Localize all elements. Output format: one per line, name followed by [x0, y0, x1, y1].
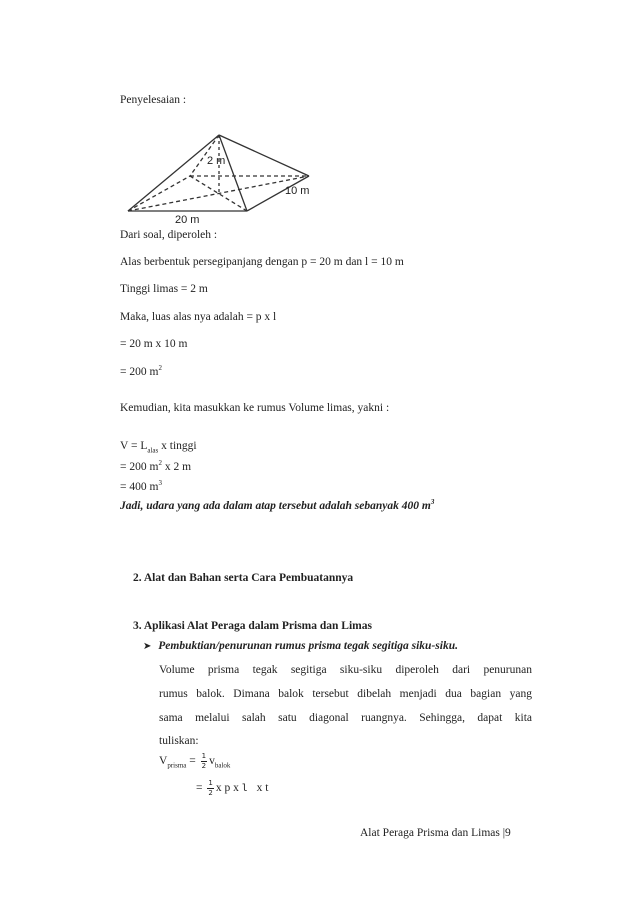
step2-value: = 400 m	[120, 480, 159, 493]
paragraph-line-2: rumus balok. Dimana balok tersebut dibelah menjadi dua bagian yang	[159, 688, 532, 700]
balok-subscript: balok	[214, 761, 231, 770]
step2-exponent: 3	[158, 479, 162, 487]
equals-sign: =	[186, 755, 199, 768]
conclusion	[120, 498, 434, 512]
paragraph-line-1: Volume prisma tegak segitiga siku-siku diperoleh dari penurunan	[159, 664, 532, 676]
area-value: = 200 m	[120, 365, 159, 378]
fraction-denominator-2: 2	[208, 789, 213, 797]
half-fraction	[201, 752, 207, 771]
solution-line-2: Alas berbentuk persegipanjang dengan p = 20 m dan l = 10 m	[120, 256, 404, 268]
bullet-title: Pembuktian/penurunan rumus prisma tegak segitiga siku-siku.	[158, 640, 458, 652]
volume-formula	[120, 440, 197, 454]
bullet-item	[143, 640, 458, 652]
l-symbol: l	[241, 783, 248, 795]
solution-heading: Penyelesaian :	[120, 94, 187, 106]
arrow-bullet-icon: ➤	[143, 641, 152, 652]
volume-formula-end: x tinggi	[158, 440, 197, 452]
paragraph-line-3: sama melalui salah satu diagonal ruangnya. Sehingga, dapat kita	[159, 712, 532, 724]
step1-exponent: 2	[158, 459, 162, 467]
prisma-subscript: prisma	[167, 761, 187, 770]
volume-step-1	[120, 459, 191, 473]
section-2-heading: 2. Alat dan Bahan serta Cara Pembuatannya	[133, 572, 354, 584]
fraction-numerator: 1	[201, 752, 207, 760]
page-footer: Alat Peraga Prisma dan Limas |9	[360, 827, 511, 839]
step1-rest: x 2 m	[161, 460, 192, 473]
section-3-heading: 3. Aplikasi Alat Peraga dalam Prisma dan Limas	[133, 620, 372, 632]
v-prisma-symbol: V	[159, 755, 168, 768]
solution-line-3: Tinggi limas = 2 m	[120, 283, 208, 295]
equation-line-1	[159, 752, 230, 771]
t-term: x t	[256, 782, 269, 795]
half-fraction-2	[207, 779, 213, 798]
equation-terms: x p x	[215, 782, 239, 795]
area-exponent: 2	[158, 364, 162, 372]
conclusion-text: Jadi, udara yang ada dalam atap tersebut adalah sebanyak 400 m	[120, 499, 431, 512]
solution-line-5: = 20 m x 10 m	[120, 338, 188, 350]
volume-step-2	[120, 479, 162, 493]
volume-formula-start: V = L	[120, 440, 148, 452]
pyramid-figure	[120, 128, 320, 224]
equals-sign-2: =	[196, 782, 203, 795]
v-balok-symbol: v	[209, 755, 215, 768]
solution-line-6	[120, 364, 162, 378]
step1-value: = 200 m	[120, 460, 159, 473]
solution-line-7: Kemudian, kita masukkan ke rumus Volume limas, yakni :	[120, 402, 390, 414]
width-label: 10 m	[285, 185, 310, 197]
solution-line-4: Maka, luas alas nya adalah = p x l	[120, 311, 277, 323]
height-label: 2 m	[207, 155, 226, 167]
fraction-denominator: 2	[201, 762, 207, 770]
equation-line-2	[196, 779, 268, 798]
paragraph-line-4: tuliskan:	[159, 735, 199, 747]
solution-line-1: Dari soal, diperoleh :	[120, 229, 218, 241]
fraction-numerator-2: 1	[208, 779, 213, 787]
conclusion-exponent: 3	[430, 498, 435, 506]
alas-subscript: alas	[147, 446, 159, 455]
length-label: 20 m	[175, 214, 200, 224]
